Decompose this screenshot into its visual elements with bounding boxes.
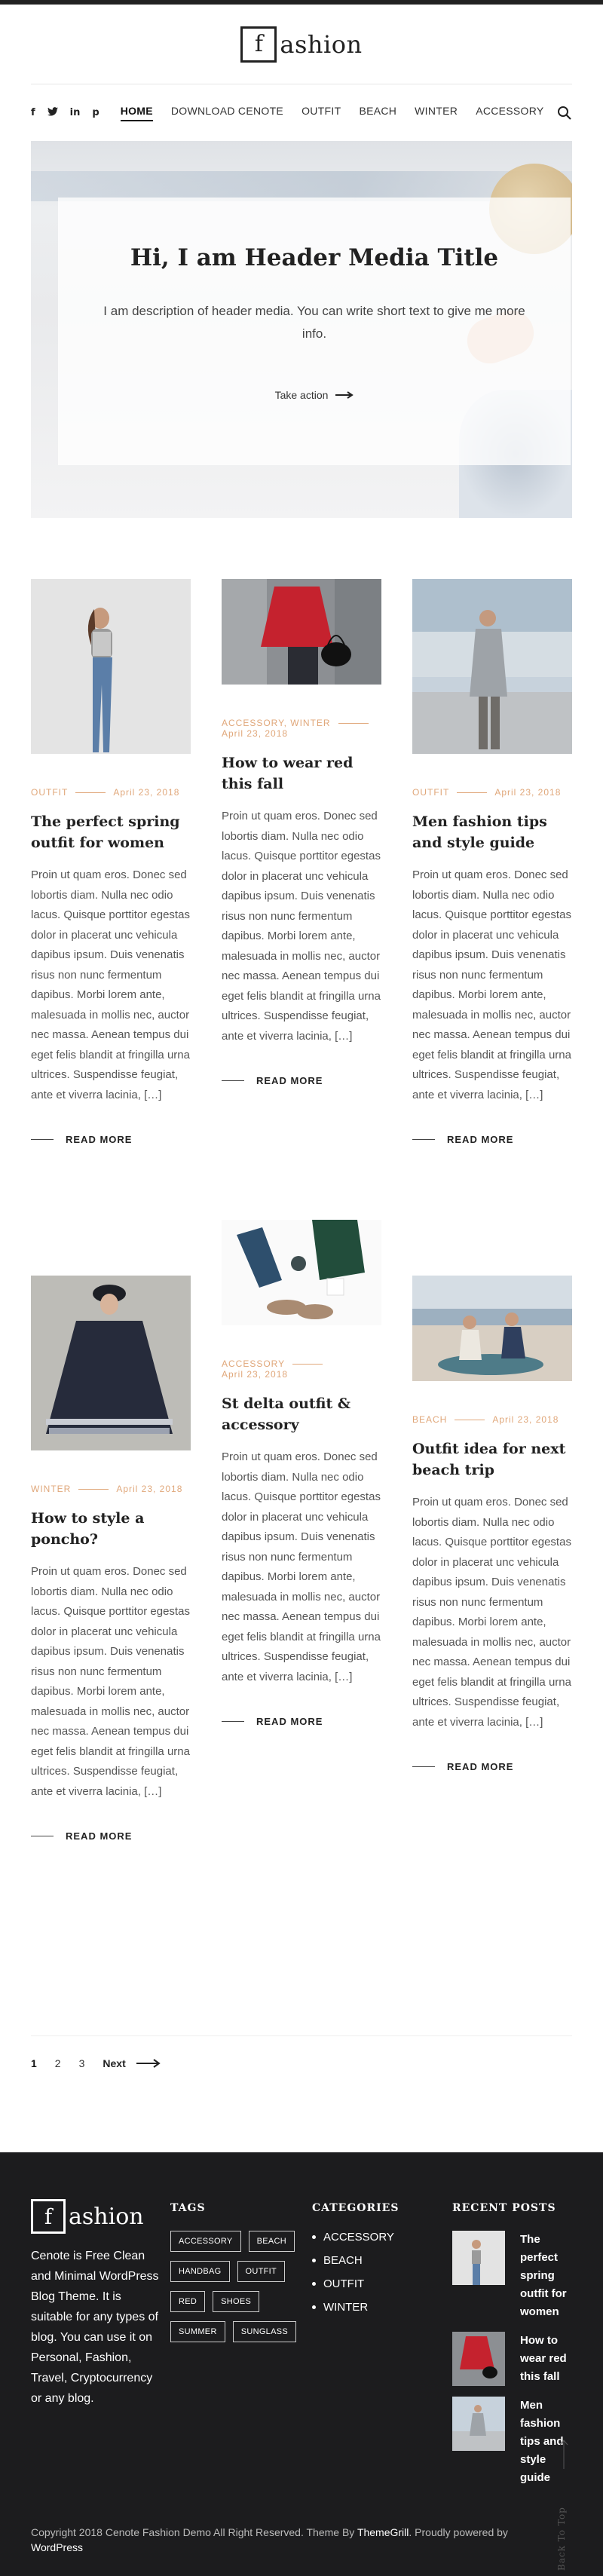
hero-description: I am description of header media. You can write short text to give me more info. [103,304,525,341]
meta-rule [457,792,487,793]
recent-post-list [452,2231,573,2487]
post-category[interactable]: OUTFIT [412,787,450,798]
read-more-link[interactable] [412,1134,572,1145]
read-more-link[interactable] [31,1830,191,1842]
categories-heading: CATEGORIES [312,2202,399,2214]
category-item[interactable]: ACCESSORY [312,2231,399,2244]
arrow-right-icon [335,391,354,399]
read-more-label: READ MORE [447,1134,514,1145]
read-more-label: READ MORE [447,1761,514,1772]
post-date[interactable]: April 23, 2018 [494,787,562,798]
post-date[interactable]: April 23, 2018 [113,787,180,798]
read-more-label: READ MORE [256,1716,323,1727]
linkedin-icon[interactable]: in [69,107,81,118]
post-thumbnail[interactable] [31,579,191,754]
logo-text: ashion [280,29,363,59]
page-2[interactable]: 2 [54,2057,61,2069]
man-fashion-image [412,579,572,754]
menu-item-beach[interactable]: BEACH [359,104,397,117]
post-category[interactable]: BEACH [412,1414,448,1425]
poncho-image [31,1276,191,1450]
back-to-top-label: Back To Top [556,2507,567,2571]
main-navigation [31,84,572,141]
copyright [31,2525,528,2555]
menu-item-outfit[interactable]: OUTFIT [302,104,341,117]
arrow-up-icon [559,2439,569,2469]
footer-tags [170,2199,306,2342]
hero-card [58,198,571,465]
read-more-line [412,1766,435,1767]
post-card [222,1220,381,1727]
post-category[interactable]: ACCESSORY [222,1358,286,1369]
post-excerpt: Proin ut quam eros. Donec sed lobortis diam. Nulla nec odio lacus. Quisque porttitor egestas dolor in placerat unc vehicula dapibus ipsum. Duis venenatis risus non nunc fermentum dapibus. Morbi lorem ante, malesuada in mollis nec, auctor nec massa. Aenean tempus dui eget felis blandit at fringilla urna ultrices. Suspendisse feugiat, ante et viverra lacinia, […] [412,1496,571,1729]
post-meta [222,718,381,739]
read-more-label: READ MORE [256,1075,323,1086]
page-1: 1 [31,2057,37,2069]
post-title[interactable]: How to wear red this fall [222,755,354,792]
site-header [0,5,603,84]
site-footer [0,2152,603,2576]
woman-jeans-image [31,579,191,754]
twitter-icon[interactable] [47,107,58,119]
beach-trip-image [412,1276,572,1381]
red-coat-image [222,579,381,685]
menu-item-home[interactable]: HOME [121,105,153,121]
post-excerpt: Proin ut quam eros. Donec sed lobortis diam. Nulla nec odio lacus. Quisque porttitor egestas dolor in placerat unc vehicula dapibus ipsum. Duis venenatis risus non nunc fermentum dapibus. Morbi lorem ante, malesuada in mollis nec, auctor nec massa. Aenean tempus dui eget felis blandit at fringilla urna ultrices. Suspendisse feugiat, ante et viverra lacinia, […] [222,1450,381,1683]
post-thumbnail[interactable] [412,1276,572,1381]
post-date[interactable]: April 23, 2018 [492,1414,559,1425]
post-title[interactable]: How to style a poncho? [31,1510,145,1548]
wordpress-link[interactable]: WordPress [31,2541,83,2553]
tag[interactable]: OUTFIT [237,2261,286,2282]
recent-post-item[interactable] [452,2397,573,2487]
site-logo[interactable] [240,26,362,63]
arrow-right-icon [136,2059,161,2068]
post-card [412,579,572,1145]
post-grid [31,579,572,2011]
tags-heading: TAGS [170,2202,206,2214]
logo-letter: f [240,26,277,63]
page-3[interactable]: 3 [78,2057,85,2069]
take-action-label: Take action [274,389,329,401]
menu-item-download-cenote[interactable]: DOWNLOAD CENOTE [170,104,284,117]
recent-post-title[interactable]: Men fashion tips and style guide [520,2399,564,2484]
social-links [31,107,99,119]
post-meta [31,787,191,798]
post-excerpt: Proin ut quam eros. Donec sed lobortis diam. Nulla nec odio lacus. Quisque porttitor egestas dolor in placerat unc vehicula dapibus ipsum. Duis venenatis risus non nunc fermentum dapibus. Morbi lorem ante, malesuada in mollis nec, auctor nec massa. Aenean tempus dui eget felis blandit at fringilla urna ultrices. Suspendisse feugiat, ante et viverra lacinia, […] [412,868,571,1101]
meta-rule [292,1364,323,1365]
copyright-mid: . Proudly powered by [409,2526,508,2538]
footer-logo-letter: f [31,2199,66,2234]
post-title[interactable]: Outfit idea for next beach trip [412,1441,566,1478]
recent-post-thumbnail[interactable] [452,2397,505,2451]
post-category[interactable]: OUTFIT [31,787,69,798]
facebook-icon[interactable]: f [31,107,35,118]
tag[interactable]: SUMMER [170,2321,225,2342]
next-label: Next [103,2057,126,2069]
post-card [412,1276,572,1772]
post-title[interactable]: Men fashion tips and style guide [412,813,547,851]
footer-categories [312,2199,399,2324]
post-title[interactable]: The perfect spring outfit for women [31,813,180,851]
themegrill-link[interactable]: ThemeGrill [357,2526,409,2538]
footer-logo-text: ashion [69,2203,144,2230]
header-media [31,141,572,518]
recent-post-thumbnail[interactable] [452,2231,505,2285]
tag-cloud [170,2231,306,2342]
post-date[interactable]: April 23, 2018 [116,1484,183,1494]
post-date[interactable]: April 23, 2018 [222,728,289,739]
read-more-line [222,1721,244,1722]
post-date[interactable]: April 23, 2018 [222,1369,289,1380]
copyright-text: Copyright 2018 Cenote Fashion Demo All Right Reserved. Theme By [31,2526,357,2538]
hero-title: Hi, I am Header Media Title [130,244,499,271]
category-item[interactable]: WINTER [312,2301,399,2314]
pinterest-icon[interactable]: p [92,107,99,118]
meta-rule [78,1489,109,1490]
footer-about [31,2199,159,2409]
search-icon[interactable] [557,106,572,121]
read-more-label: READ MORE [66,1830,133,1842]
post-excerpt: Proin ut quam eros. Donec sed lobortis diam. Nulla nec odio lacus. Quisque porttitor egestas dolor in placerat unc vehicula dapibus ipsum. Duis venenatis risus non nunc fermentum dapibus. Morbi lorem ante, malesuada in mollis nec, auctor nec massa. Aenean tempus dui eget felis blandit at fringilla urna ultrices. Suspendisse feugiat, ante et viverra lacinia, […] [222,810,381,1043]
read-more-link[interactable] [412,1761,572,1772]
post-thumbnail[interactable] [31,1276,191,1450]
recent-post-title[interactable]: The perfect spring outfit for women [520,2233,567,2318]
tag[interactable]: HANDBAG [170,2261,230,2282]
post-card [31,1276,191,1842]
menu [121,105,544,121]
flatlay-accessory-image [222,1220,381,1325]
footer-logo[interactable] [31,2199,159,2234]
post-thumbnail[interactable] [222,1220,381,1325]
post-meta [412,787,572,798]
recent-post-thumbnail[interactable] [452,2332,505,2386]
post-title[interactable]: St delta outfit & accessory [222,1395,351,1433]
recent-post-item[interactable] [452,2332,573,2386]
category-list [312,2231,399,2314]
meta-rule [75,792,106,793]
category-item[interactable]: OUTFIT [312,2277,399,2290]
read-more-label: READ MORE [66,1134,133,1145]
post-category[interactable]: ACCESSORY, WINTER [222,718,331,728]
post-excerpt: Proin ut quam eros. Donec sed lobortis diam. Nulla nec odio lacus. Quisque porttitor egestas dolor in placerat unc vehicula dapibus ipsum. Duis venenatis risus non nunc fermentum dapibus. Morbi lorem ante, malesuada in mollis nec, auctor nec massa. Aenean tempus dui eget felis blandit at fringilla urna ultrices. Suspendisse feugiat, ante et viverra lacinia, […] [31,1565,190,1798]
next-page-link[interactable] [103,2057,160,2069]
read-more-link[interactable] [222,1075,381,1086]
category-item[interactable]: BEACH [312,2254,399,2267]
read-more-line [412,1139,435,1140]
tag[interactable]: ACCESSORY [170,2231,241,2252]
tag[interactable]: RED [170,2291,205,2312]
footer-recent-posts [452,2199,573,2498]
post-meta [412,1414,572,1425]
back-to-top-button[interactable] [556,2439,571,2574]
footer-about-text: Cenote is Free Clean and Minimal WordPress Blog Theme. It is suitable for any types of blog. You can use it on Personal, Fashion, Travel, Cryptocurrency or any blog. [31,2250,159,2405]
menu-item-winter[interactable]: WINTER [415,104,458,117]
post-card [222,579,381,1086]
tag[interactable]: SUNGLASS [233,2321,296,2342]
read-more-link[interactable] [31,1134,191,1145]
post-meta [31,1484,191,1494]
tag[interactable]: BEACH [249,2231,295,2252]
post-card [31,579,191,1145]
recent-post-item[interactable] [452,2231,573,2321]
post-excerpt: Proin ut quam eros. Donec sed lobortis diam. Nulla nec odio lacus. Quisque porttitor egestas dolor in placerat unc vehicula dapibus ipsum. Duis venenatis risus non nunc fermentum dapibus. Morbi lorem ante, malesuada in mollis nec, auctor nec massa. Aenean tempus dui eget felis blandit at fringilla urna ultrices. Suspendisse feugiat, ante et viverra lacinia, […] [31,868,190,1101]
recent-posts-heading: RECENT POSTS [452,2202,556,2214]
meta-rule [338,723,369,724]
tag[interactable]: SHOES [213,2291,259,2312]
post-meta [222,1358,381,1380]
read-more-link[interactable] [222,1716,381,1727]
pagination [31,2035,572,2069]
post-thumbnail[interactable] [412,579,572,754]
read-more-line [222,1080,244,1081]
read-more-line [31,1139,54,1140]
post-category[interactable]: WINTER [31,1484,72,1494]
take-action-link[interactable] [275,389,354,401]
menu-item-accessory[interactable]: ACCESSORY [476,104,544,117]
recent-post-title[interactable]: How to wear red this fall [520,2334,567,2383]
post-thumbnail[interactable] [222,579,381,685]
